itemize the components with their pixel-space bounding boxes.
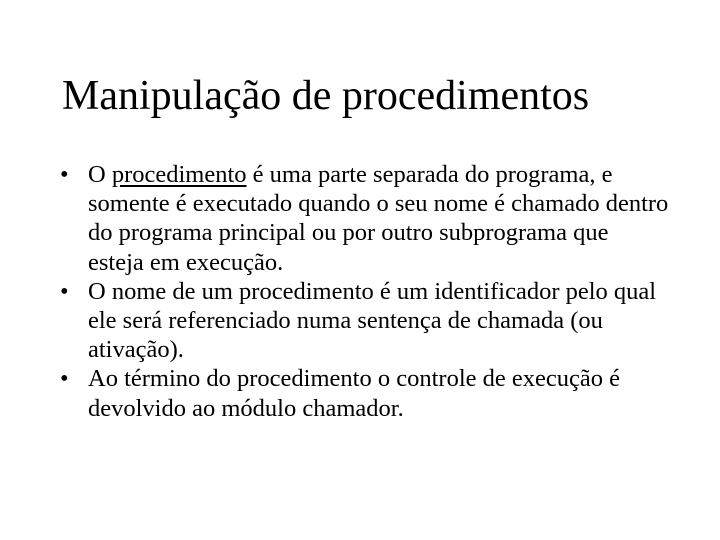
bullet-text bbox=[88, 365, 620, 421]
bullet-text-part: O bbox=[88, 161, 112, 188]
bullet-text-part: Ao término do procedimento o controle de execução é devolvido ao módulo chamador. bbox=[88, 365, 620, 422]
bullet-text-part: é uma parte separada do programa, e somente é executado quando o seu nome é chamado dentro do programa principal ou por outro subprograma que esteja em execução. bbox=[88, 161, 669, 276]
underlined-term: procedimento bbox=[111, 161, 247, 188]
bullet-text bbox=[88, 278, 656, 363]
slide-title: Manipulação de procedimentos bbox=[62, 73, 590, 119]
bullet-item bbox=[60, 364, 670, 422]
bullet-marker: • bbox=[60, 161, 69, 188]
bullet-list bbox=[60, 160, 670, 423]
bullet-text bbox=[88, 161, 668, 276]
bullet-text-part: O nome de um procedimento é um identificador pelo qual ele será referenciado numa sentença de chamada (ou ativação). bbox=[88, 277, 657, 364]
bullet-item bbox=[60, 160, 670, 277]
bullet-item bbox=[60, 277, 670, 365]
bullet-marker: • bbox=[60, 277, 69, 305]
bullet-marker: • bbox=[60, 365, 69, 393]
